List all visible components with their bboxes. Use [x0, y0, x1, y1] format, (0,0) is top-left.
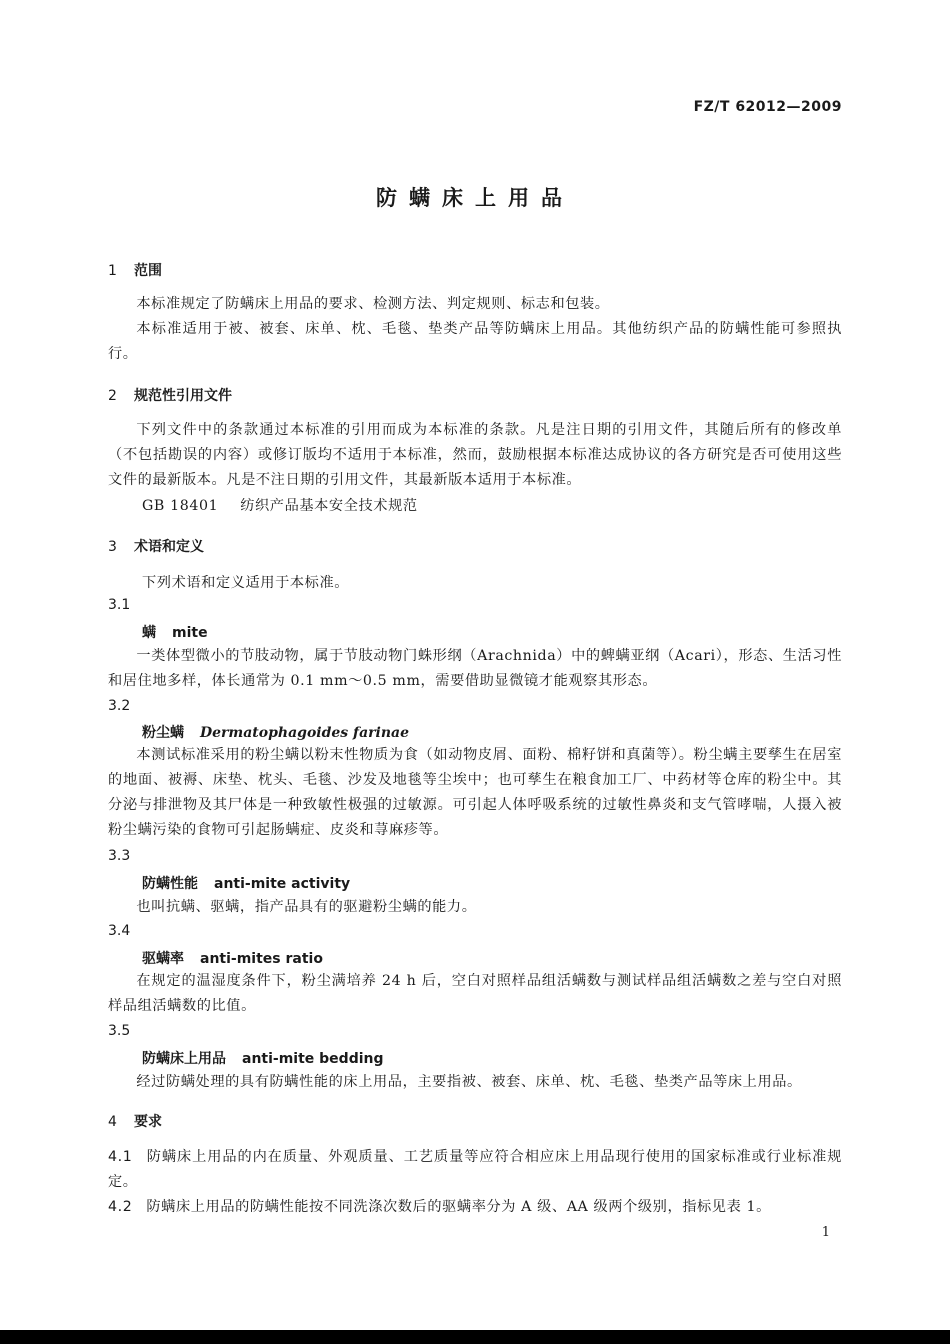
term-definition: 经过防螨处理的具有防螨性能的床上用品，主要指被、被套、床单、枕、毛毯、垫类产品等床上用品。 — [136, 1074, 802, 1090]
section-1-paragraph-1: 本标准规定了防螨床上用品的要求、检测方法、判定规则、标志和包装。 — [136, 296, 610, 312]
term-zh: 防螨床上用品 — [142, 1051, 226, 1067]
term-en: mite — [172, 625, 208, 641]
reference-title: 纺织产品基本安全技术规范 — [240, 498, 418, 514]
section-1-heading — [108, 260, 162, 280]
section-title: 要求 — [134, 1114, 162, 1130]
section-title: 范围 — [134, 263, 162, 279]
term-definition: 一类体型微小的节肢动物，属于节肢动物门蛛形纲（Arachnida）中的蜱螨亚纲（Acari），形态、生活习性和居住地多样，体长通常为 0.1 mm～0.5 mm，需要借助显微镜才能观察其形态。 — [108, 648, 842, 689]
section-number: 2 — [108, 388, 117, 404]
section-2-paragraph: 下列文件中的条款通过本标准的引用而成为本标准的条款。凡是注日期的引用文件，其随后所有的修改单（不包括勘误的内容）或修订版均不适用于本标准，然而，鼓励根据本标准达成协议的各方研究是否可使用这些文件的最新版本。凡是不注日期的引用文件，其最新版本适用于本标准。 — [108, 422, 842, 488]
section-4-heading — [108, 1111, 162, 1131]
term-definition: 在规定的温湿度条件下，粉尘满培养 24 h 后，空白对照样品组活螨数与测试样品组活螨数之差与空白对照样品组活螨数的比值。 — [108, 973, 842, 1014]
requirement-item — [108, 1145, 842, 1195]
term-heading — [142, 722, 409, 742]
term-zh: 防螨性能 — [142, 876, 198, 892]
clause-number: 3.3 — [108, 848, 131, 864]
page-number: 1 — [821, 1225, 830, 1240]
section-number: 1 — [108, 263, 117, 279]
term-definition: 本测试标准采用的粉尘螨以粉末性物质为食（如动物皮屑、面粉、棉籽饼和真菌等）。粉尘螨主要孳生在居室的地面、被褥、床垫、枕头、毛毯、沙发及地毯等尘埃中；也可孳生在粮食加工厂、中药材等仓库的粉尘中。其分泌与排泄物及其尸体是一种致敏性极强的过敏源。可引起人体呼吸系统的过敏性鼻炎和支气管哮喘，人摄入被粉尘螨污染的食物可引起肠螨症、皮炎和荨麻疹等。 — [108, 747, 842, 838]
term-heading — [142, 948, 323, 968]
clause-number: 3.2 — [108, 698, 131, 714]
section-3-heading — [108, 536, 204, 556]
document-title: 防螨床上用品 — [376, 186, 574, 210]
section-title: 术语和定义 — [134, 539, 204, 555]
term-zh: 粉尘螨 — [142, 725, 184, 741]
term-definition: 也叫抗螨、驱螨，指产品具有的驱避粉尘螨的能力。 — [136, 899, 477, 915]
term-heading — [142, 622, 208, 642]
section-number: 3 — [108, 539, 117, 555]
item-number: 4.2 — [108, 1199, 133, 1215]
section-3-intro: 下列术语和定义适用于本标准。 — [142, 575, 350, 591]
clause-number: 3.5 — [108, 1023, 131, 1039]
item-text: 防螨床上用品的内在质量、外观质量、工艺质量等应符合相应床上用品现行使用的国家标准或行业标准规定。 — [108, 1149, 842, 1190]
section-1-paragraph-2: 本标准适用于被、被套、床单、枕、毛毯、垫类产品等防螨床上用品。其他纺织产品的防螨性能可参照执行。 — [108, 321, 842, 362]
term-zh: 驱螨率 — [142, 951, 184, 967]
page-bottom-border — [0, 1330, 950, 1344]
term-en: anti-mite bedding — [242, 1051, 384, 1067]
term-zh: 螨 — [142, 625, 156, 641]
term-en: anti-mite activity — [214, 876, 351, 892]
section-title: 规范性引用文件 — [134, 388, 232, 404]
reference-entry — [142, 495, 418, 515]
requirement-item — [108, 1195, 842, 1220]
section-2-heading — [108, 385, 232, 405]
clause-number: 3.4 — [108, 923, 131, 939]
item-text: 防螨床上用品的防螨性能按不同洗涤次数后的驱螨率分为 A 级、AA 级两个级别，指标见表 1。 — [146, 1199, 771, 1215]
clause-number: 3.1 — [108, 597, 131, 613]
item-number: 4.1 — [108, 1149, 133, 1165]
term-heading — [142, 1048, 384, 1068]
reference-code: GB 18401 — [142, 498, 219, 514]
section-number: 4 — [108, 1114, 117, 1130]
term-heading — [142, 873, 350, 893]
standard-code: FZ/T 62012—2009 — [693, 99, 842, 115]
term-en: Dermatophagoides farinae — [200, 725, 409, 741]
term-en: anti-mites ratio — [200, 951, 323, 967]
